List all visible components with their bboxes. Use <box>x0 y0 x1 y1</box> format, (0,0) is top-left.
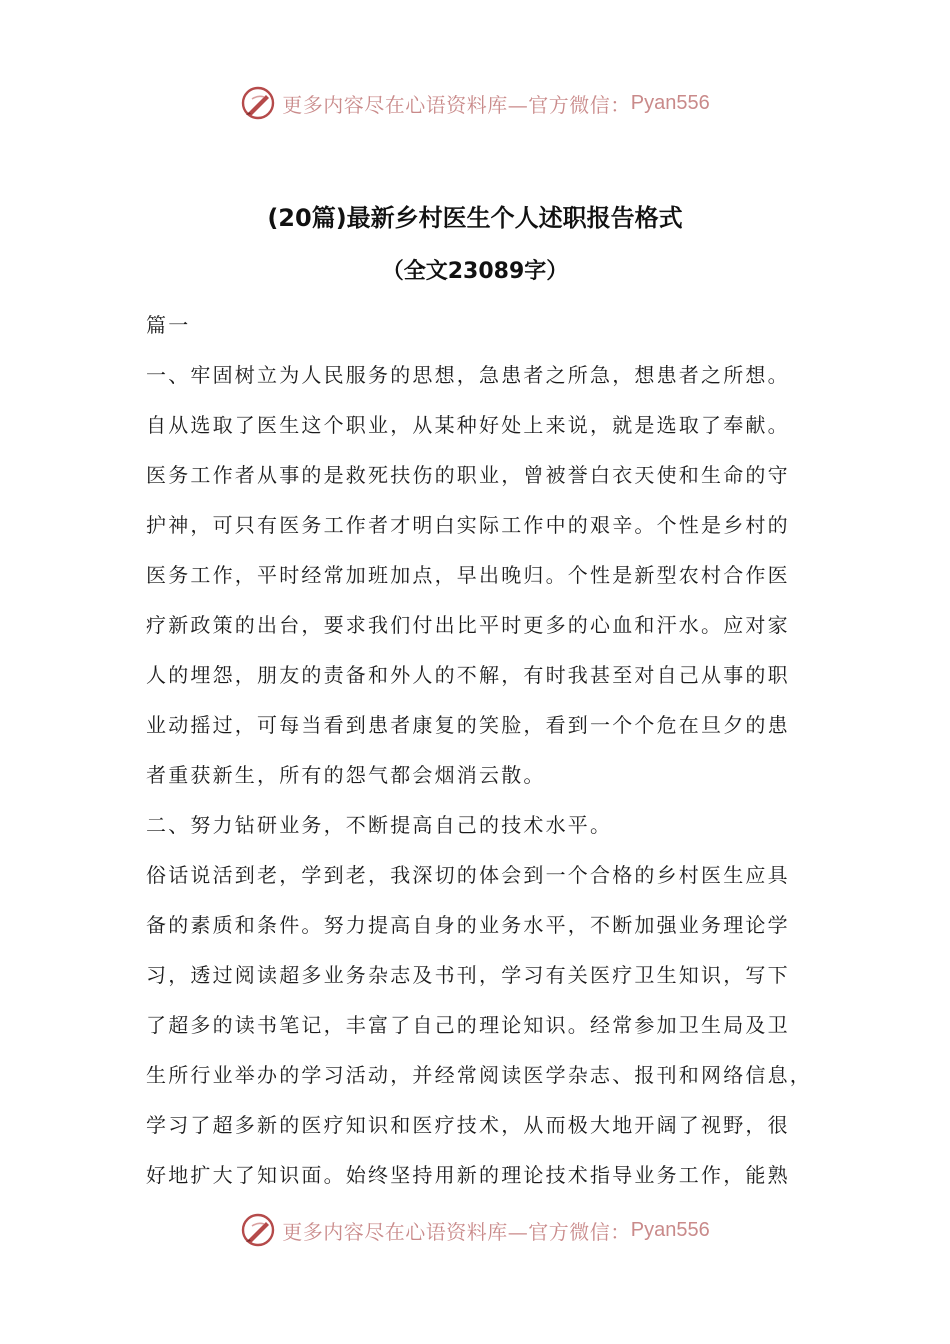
paragraph-line: 学习了超多新的医疗知识和医疗技术，从而极大地开阔了视野，很 <box>146 1113 790 1137</box>
section-heading-1: 一、牢固树立为人民服务的思想，急患者之所急，想患者之所想。 <box>146 363 790 387</box>
document-body <box>146 300 810 1200</box>
document-title: (20篇)最新乡村医生个人述职报告格式 <box>267 204 683 232</box>
banner-wechat-id: Pyan556 <box>630 91 710 114</box>
paragraph-line: 生所行业举办的学习活动，并经常阅读医学杂志、报刊和网络信息， <box>146 1063 812 1087</box>
pen-logo-icon <box>240 1212 276 1248</box>
paragraph-line: 医务工作者从事的是救死扶伤的职业，曾被誉白衣天使和生命的守 <box>146 463 790 487</box>
banner-wechat-id: Pyan556 <box>630 1218 710 1241</box>
document-subtitle: （全文23089字） <box>381 259 569 284</box>
paragraph-line: 医务工作，平时经常加班加点，早出晚归。个性是新型农村合作医 <box>146 563 790 587</box>
pen-logo-icon <box>240 85 276 121</box>
footer-banner <box>0 1205 950 1255</box>
paragraph-line: 自从选取了医生这个职业，从某种好处上来说，就是选取了奉献。 <box>146 413 790 437</box>
section-label: 篇一 <box>146 313 191 337</box>
paragraph-line: 疗新政策的出台，要求我们付出比平时更多的心血和汗水。应对家 <box>146 613 790 637</box>
paragraph-line: 护神，可只有医务工作者才明白实际工作中的艰辛。个性是乡村的 <box>146 513 790 537</box>
section-heading-2: 二、努力钻研业务，不断提高自己的技术水平。 <box>146 813 613 837</box>
banner-text: 更多内容尽在心语资料库—官方微信： <box>282 1219 631 1244</box>
banner-text: 更多内容尽在心语资料库—官方微信： <box>282 92 631 117</box>
header-banner <box>0 78 950 128</box>
paragraph-line: 业动摇过，可每当看到患者康复的笑脸，看到一个个危在旦夕的患 <box>146 713 790 737</box>
paragraph-line: 俗话说活到老，学到老，我深切的体会到一个合格的乡村医生应具 <box>146 863 790 887</box>
paragraph-line: 好地扩大了知识面。始终坚持用新的理论技术指导业务工作，能熟 <box>146 1163 790 1187</box>
paragraph-line: 人的埋怨，朋友的责备和外人的不解，有时我甚至对自己从事的职 <box>146 663 790 687</box>
paragraph-line: 习，透过阅读超多业务杂志及书刊，学习有关医疗卫生知识，写下 <box>146 963 790 987</box>
paragraph-line: 备的素质和条件。努力提高自身的业务水平，不断加强业务理论学 <box>146 913 790 937</box>
paragraph-line: 者重获新生，所有的怨气都会烟消云散。 <box>146 763 546 787</box>
paragraph-line: 了超多的读书笔记，丰富了自己的理论知识。经常参加卫生局及卫 <box>146 1013 790 1037</box>
